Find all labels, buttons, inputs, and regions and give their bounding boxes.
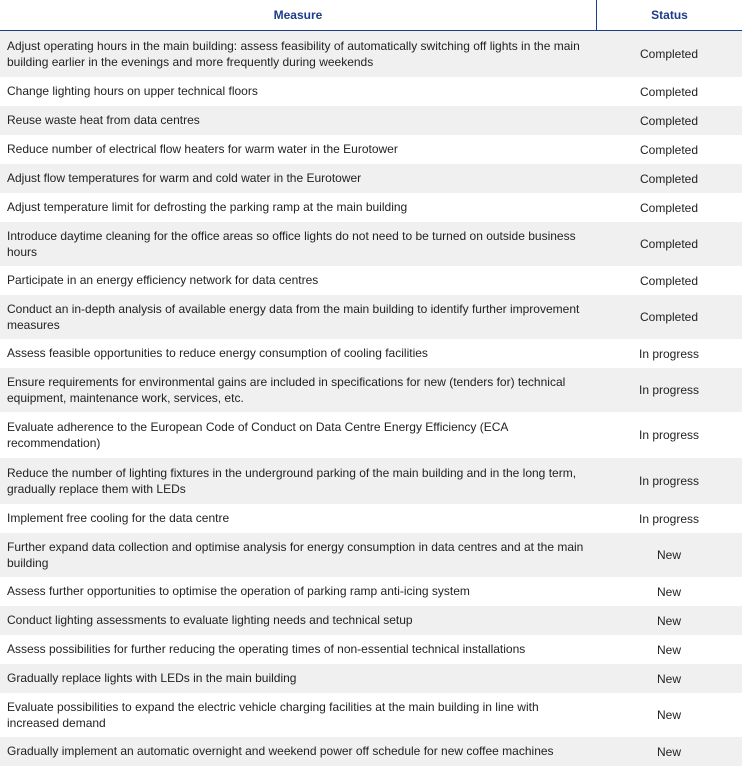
- status-cell: In progress: [638, 474, 700, 488]
- table-row: [0, 339, 742, 368]
- table-row: [0, 295, 742, 339]
- table-row: [0, 606, 742, 635]
- measure-cell: Adjust operating hours in the main building: assess feasibility of automatically switching off lights in the main building earlier in the evenings and more frequently during weekends: [7, 38, 580, 69]
- status-cell: New: [656, 548, 681, 562]
- measure-cell: Participate in an energy efficiency network for data centres: [7, 273, 319, 288]
- table-row: [0, 737, 742, 766]
- measure-cell: Adjust temperature limit for defrosting the parking ramp at the main building: [7, 200, 408, 215]
- status-cell: Completed: [639, 142, 699, 157]
- status-cell: Completed: [639, 200, 699, 215]
- measure-column-header: [0, 0, 597, 30]
- table-body: [0, 31, 742, 766]
- measure-cell: Change lighting hours on upper technical floors: [7, 84, 258, 99]
- table-row: [0, 504, 742, 533]
- measure-cell: Further expand data collection and optimise analysis for energy consumption in data centres and at the main building: [7, 539, 584, 570]
- status-cell: In progress: [638, 428, 700, 442]
- measure-cell: Ensure requirements for environmental gains are included in specifications for new (tenders for) technical equipment, maintenance work, services, etc.: [7, 374, 566, 405]
- measure-header-label: Measure: [273, 8, 323, 22]
- table-row: [0, 193, 742, 222]
- status-cell: Completed: [639, 171, 699, 186]
- status-cell: Completed: [639, 237, 699, 251]
- status-cell: Completed: [639, 113, 699, 128]
- status-cell: New: [656, 584, 681, 599]
- table-row: [0, 135, 742, 164]
- measure-cell: Reuse waste heat from data centres: [7, 113, 200, 128]
- status-cell: New: [656, 642, 681, 657]
- measure-cell: Evaluate possibilities to expand the electric vehicle charging facilities at the main building in line with increased demand: [7, 699, 539, 730]
- table-row: [0, 533, 742, 577]
- table-row: [0, 31, 742, 77]
- measure-cell: Assess feasible opportunities to reduce energy consumption of cooling facilities: [7, 346, 428, 361]
- measure-cell: Reduce number of electrical flow heaters for warm water in the Eurotower: [7, 142, 398, 157]
- measure-cell: Reduce the number of lighting fixtures in the underground parking of the main building and in the long term, gradually replace them with LEDs: [7, 465, 577, 496]
- table-row: [0, 664, 742, 693]
- measure-cell: Gradually implement an automatic overnight and weekend power off schedule for new coffee machines: [7, 744, 554, 759]
- table-row: [0, 412, 742, 458]
- status-cell: In progress: [638, 383, 700, 397]
- measure-cell: Evaluate adherence to the European Code of Conduct on Data Centre Energy Efficiency (ECA recommendation): [7, 419, 508, 450]
- table-row: [0, 458, 742, 504]
- status-cell: Completed: [639, 273, 699, 288]
- table-row: [0, 222, 742, 266]
- table-row: [0, 106, 742, 135]
- measure-cell: Conduct lighting assessments to evaluate lighting needs and technical setup: [7, 613, 413, 628]
- table-row: [0, 577, 742, 606]
- measure-cell: Gradually replace lights with LEDs in the main building: [7, 671, 297, 686]
- table-row: [0, 635, 742, 664]
- status-cell: New: [656, 744, 681, 759]
- status-cell: New: [656, 671, 681, 686]
- measure-cell: Introduce daytime cleaning for the office areas so office lights do not need to be turned on outside business hours: [7, 228, 576, 259]
- measure-cell: Conduct an in-depth analysis of available energy data from the main building to identify further improvement measures: [7, 301, 580, 332]
- status-cell: Completed: [639, 84, 699, 99]
- measure-cell: Assess possibilities for further reducing the operating times of non-essential technical installations: [7, 642, 526, 657]
- status-cell: Completed: [639, 47, 699, 61]
- table-row: [0, 77, 742, 106]
- status-cell: In progress: [638, 511, 700, 526]
- table-row: [0, 266, 742, 295]
- status-cell: In progress: [638, 346, 700, 361]
- table-row: [0, 164, 742, 193]
- table-row: [0, 368, 742, 412]
- status-cell: Completed: [639, 310, 699, 324]
- status-header-label: Status: [651, 8, 688, 22]
- table-header: [0, 0, 742, 31]
- table-row: [0, 693, 742, 737]
- status-column-header: [597, 0, 742, 30]
- measure-cell: Assess further opportunities to optimise the operation of parking ramp anti-icing system: [7, 584, 470, 599]
- measure-cell: Adjust flow temperatures for warm and cold water in the Eurotower: [7, 171, 362, 186]
- measure-cell: Implement free cooling for the data centre: [7, 511, 230, 526]
- status-cell: New: [656, 613, 681, 628]
- status-cell: New: [656, 708, 681, 722]
